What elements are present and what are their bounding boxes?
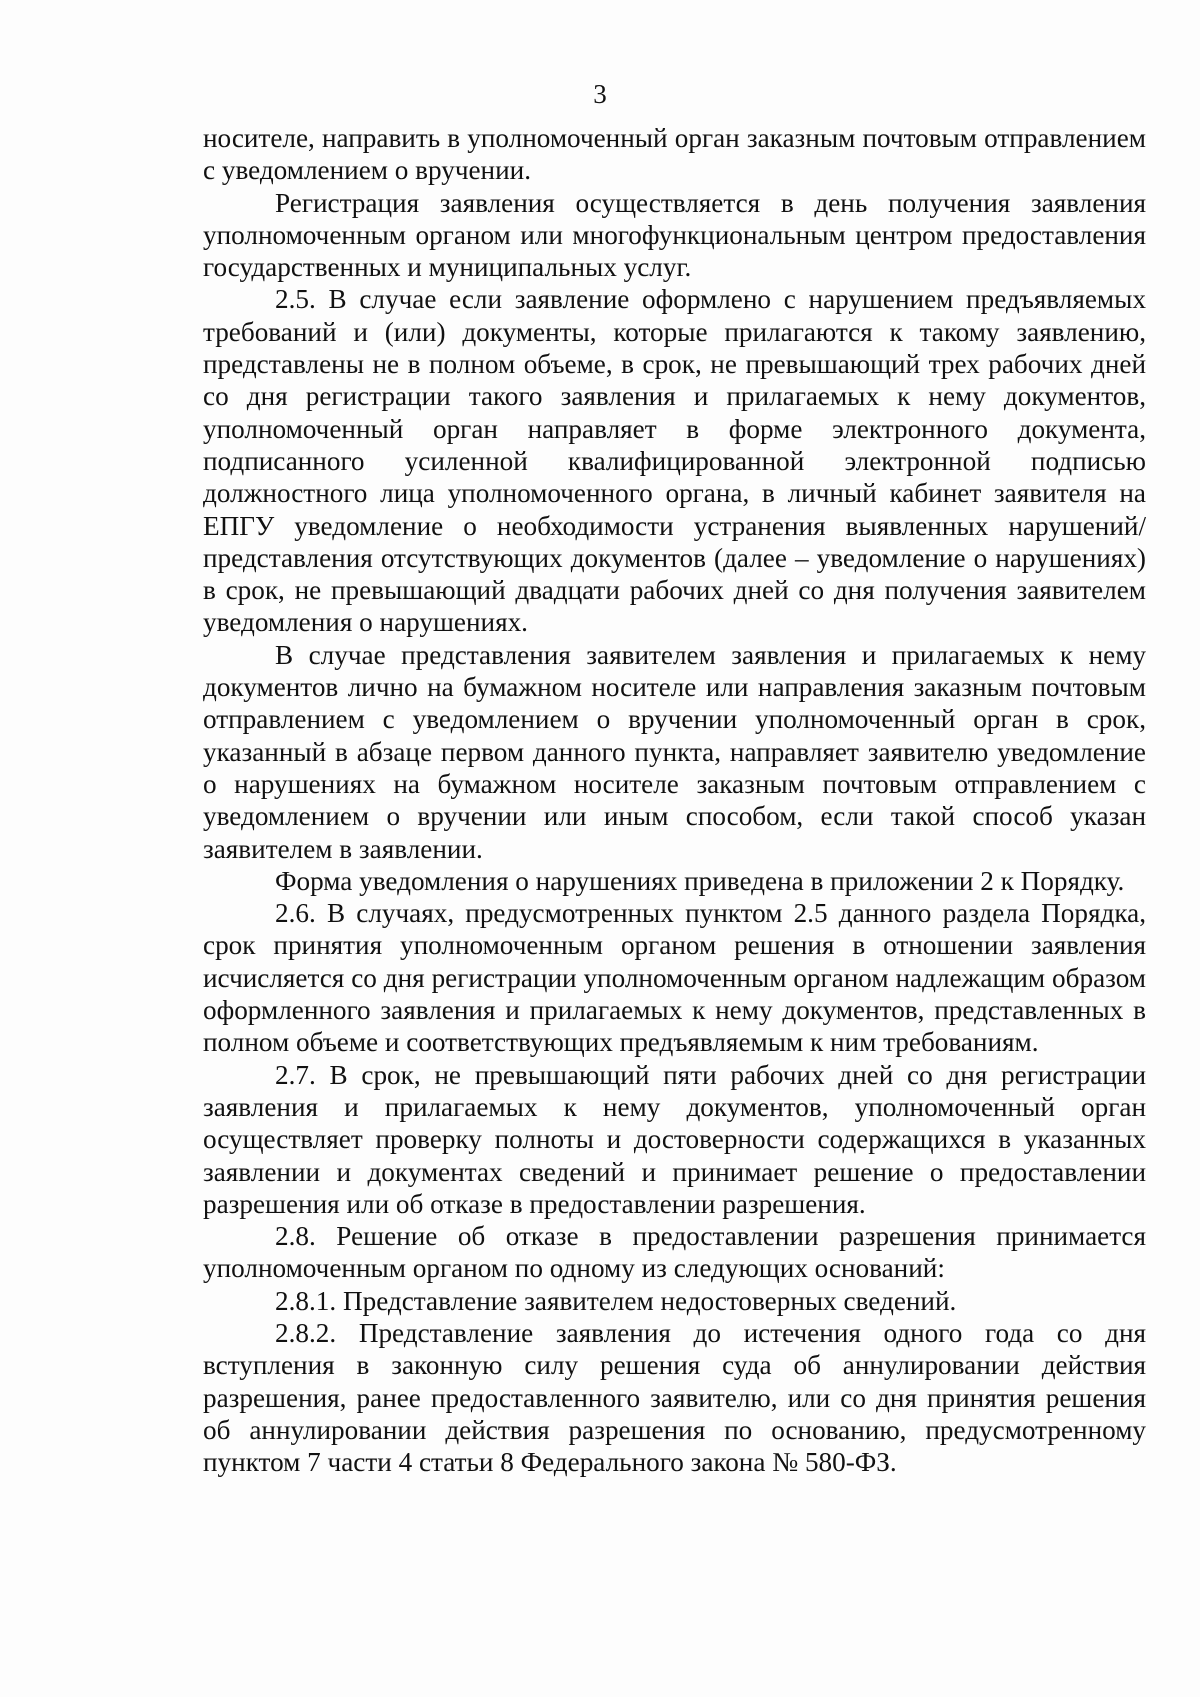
paragraph-2-6: 2.6. В случаях, предусмотренных пунктом 2.5 данного раздела Порядка, срок принятия уполномоченным органом решения в отношении заявления исчисляется со дня регистрации уполномоченным органом надлежащим образом оформленного заявления и прилагаемых к нему документов, представленных в полном объеме и соответствующих предъявляемым к ним требованиям. [203, 898, 1146, 1058]
paragraph-2-5: 2.5. В случае если заявление оформлено с нарушением предъявляемых требований и (или) документы, которые прилагаются к такому заявлению, представлены не в полном объеме, в срок, не превышающий трех рабочих дней со дня регистрации такого заявления и прилагаемых к нему документов, уполномоченный орган направляет в форме электронного документа, подписанного усиленной квалифицированной электронной подписью должностного лица уполномоченного органа, в личный кабинет заявителя на ЕПГУ уведомление о необходимости устранения выявленных нарушений/ представления отсутствующих документов (далее – уведомление о нарушениях) в срок, не превышающий двадцати рабочих дней со дня получения заявителем уведомления о нарушениях. [203, 284, 1146, 638]
paragraph-continuation: носителе, направить в уполномоченный орган заказным почтовым отправлением с уведомлением о вручении. [203, 123, 1146, 186]
paragraph-2-8: 2.8. Решение об отказе в предоставлении разрешения принимается уполномоченным органом по одному из следующих оснований: [203, 1221, 1146, 1284]
paragraph-notice-form: Форма уведомления о нарушениях приведена в приложении 2 к Порядку. [275, 865, 1125, 896]
paragraph-registration: Регистрация заявления осуществляется в день получения заявления уполномоченным органом или многофункциональным центром предоставления государственных и муниципальных услуг. [203, 187, 1146, 283]
paragraph-paper-submission: В случае представления заявителем заявления и прилагаемых к нему документов лично на бумажном носителе или направления заказным почтовым отправлением с уведомлением о вручении уполномоченный орган в срок, указанный в абзаце первом данного пункта, направляет заявителю уведомление о нарушениях на бумажном носителе заказным почтовым отправлением с уведомлением о вручении или иным способом, если такой способ указан заявителем в заявлении. [203, 639, 1146, 864]
document-body [203, 122, 1146, 1478]
paragraph-2-8-1: 2.8.1. Представление заявителем недостоверных сведений. [275, 1285, 957, 1316]
paragraph-2-7: 2.7. В срок, не превышающий пяти рабочих дней со дня регистрации заявления и прилагаемых к нему документов, уполномоченный орган осуществляет проверку полноты и достоверности содержащихся в указанных заявлении и документах сведений и принимает решение о предоставлении разрешения или об отказе в предоставлении разрешения. [203, 1059, 1146, 1219]
paragraph-2-8-2: 2.8.2. Представление заявления до истечения одного года со дня вступления в законную силу решения суда об аннулировании действия разрешения, ранее предоставленного заявителю, или со дня принятия решения об аннулировании действия разрешения по основанию, предусмотренному пунктом 7 части 4 статьи 8 Федерального закона № 580-ФЗ. [203, 1317, 1146, 1478]
page-number: 3 [593, 79, 607, 109]
